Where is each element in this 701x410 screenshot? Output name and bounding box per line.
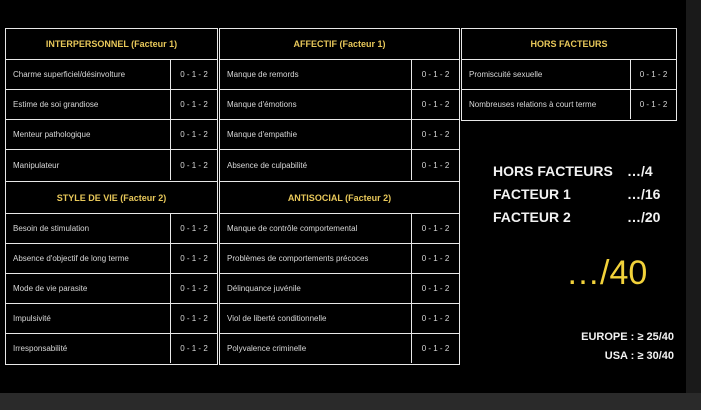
item-score: 0 - 1 - 2 — [170, 304, 217, 333]
item-label: Nombreuses relations à court terme — [469, 100, 597, 109]
item-label: Mode de vie parasite — [13, 284, 88, 293]
affectif-table — [219, 28, 460, 182]
table-row — [6, 149, 217, 180]
table-row — [220, 89, 459, 119]
item-score: 0 - 1 - 2 — [411, 90, 459, 119]
antisocial-title: ANTISOCIAL (Facteur 2) — [287, 192, 392, 203]
item-score: 0 - 1 - 2 — [630, 60, 676, 89]
item-score: 0 - 1 - 2 — [411, 334, 459, 363]
item-score: 0 - 1 - 2 — [170, 90, 217, 119]
total-hors-facteurs-label: HORS FACTEURS — [493, 163, 613, 179]
item-label: Charme superficiel/désinvolture — [13, 70, 126, 79]
threshold-europe: EUROPE : ≥ 25/40 — [581, 331, 674, 343]
right-edge-bar — [686, 0, 701, 393]
table-row — [220, 149, 459, 180]
style-de-vie-table — [5, 181, 218, 365]
table-row — [6, 303, 217, 333]
table-row — [6, 89, 217, 119]
item-label: Manque de contrôle comportemental — [227, 224, 358, 233]
item-score: 0 - 1 - 2 — [170, 274, 217, 303]
item-score: 0 - 1 - 2 — [170, 120, 217, 149]
item-score: 0 - 1 - 2 — [411, 60, 459, 89]
item-score: 0 - 1 - 2 — [170, 60, 217, 89]
item-label: Absence de culpabilité — [227, 160, 308, 170]
item-score: 0 - 1 - 2 — [170, 214, 217, 243]
table-row — [220, 273, 459, 303]
total-hors-facteurs-value: …/4 — [627, 163, 653, 179]
grand-total: …/40 — [566, 254, 648, 292]
table-row — [220, 303, 459, 333]
item-score: 0 - 1 - 2 — [411, 150, 459, 180]
item-label: Manque d'émotions — [227, 100, 297, 109]
item-label: Manque d'empathie — [227, 130, 298, 139]
item-label: Impulsivité — [13, 314, 51, 323]
item-label: Délinquance juvénile — [227, 284, 301, 293]
item-score: 0 - 1 - 2 — [170, 334, 217, 363]
total-facteur-1-label: FACTEUR 1 — [493, 186, 571, 202]
item-score: 0 - 1 - 2 — [411, 214, 459, 243]
table-row — [220, 243, 459, 273]
threshold-usa: USA : ≥ 30/40 — [604, 350, 674, 362]
table-row — [6, 243, 217, 273]
hors-facteurs-title: HORS FACTEURS — [530, 39, 608, 49]
total-facteur-2-value: …/20 — [627, 209, 661, 225]
item-label: Menteur pathologique — [13, 130, 91, 139]
table-row — [6, 213, 217, 243]
total-facteur-2-label: FACTEUR 2 — [493, 209, 571, 225]
table-row — [220, 213, 459, 243]
interpersonnel-table — [5, 28, 218, 182]
item-score: 0 - 1 - 2 — [170, 150, 217, 180]
table-row — [462, 59, 676, 89]
item-label: Polyvalence criminelle — [227, 344, 307, 353]
hors-facteurs-table — [461, 28, 677, 121]
item-label: Absence d'objectif de long terme — [13, 254, 129, 263]
item-score: 0 - 1 - 2 — [411, 274, 459, 303]
affectif-title: AFFECTIF (Facteur 1) — [293, 39, 386, 49]
table-row — [220, 59, 459, 89]
item-label: Besoin de stimulation — [13, 224, 90, 233]
item-label: Manipulateur — [13, 160, 60, 170]
item-score: 0 - 1 - 2 — [170, 244, 217, 273]
item-label: Promiscuité sexuelle — [469, 70, 543, 79]
item-score: 0 - 1 - 2 — [411, 244, 459, 273]
table-row — [6, 273, 217, 303]
table-row — [6, 59, 217, 89]
antisocial-table — [219, 181, 460, 365]
bottom-edge-bar — [0, 393, 701, 410]
table-row — [6, 119, 217, 149]
item-label: Irresponsabilité — [13, 344, 68, 353]
interpersonnel-title: INTERPERSONNEL (Facteur 1) — [45, 39, 178, 49]
item-label: Manque de remords — [227, 70, 299, 79]
style-de-vie-title: STYLE DE VIE (Facteur 2) — [56, 192, 167, 203]
item-label: Estime de soi grandiose — [13, 100, 99, 109]
table-row — [462, 89, 676, 119]
item-label: Viol de liberté conditionnelle — [227, 314, 327, 323]
table-row — [6, 333, 217, 363]
item-score: 0 - 1 - 2 — [411, 304, 459, 333]
total-facteur-1-value: …/16 — [627, 186, 661, 202]
item-score: 0 - 1 - 2 — [411, 120, 459, 149]
table-row — [220, 333, 459, 363]
item-label: Problèmes de comportements précoces — [227, 254, 369, 263]
table-row — [220, 119, 459, 149]
item-score: 0 - 1 - 2 — [630, 90, 676, 119]
